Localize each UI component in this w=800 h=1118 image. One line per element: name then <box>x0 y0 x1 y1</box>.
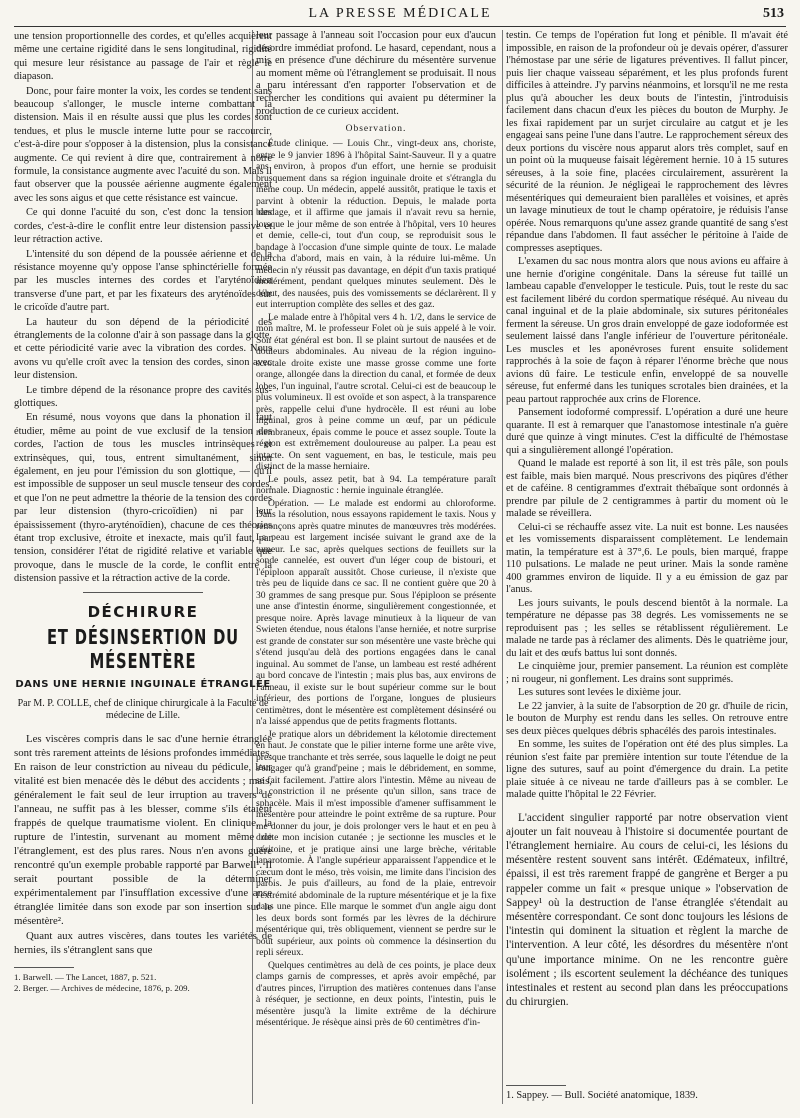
footnote: 2. Berger. — Archives de médecine, 1876, p. 209. <box>14 982 190 993</box>
article-title <box>14 603 272 690</box>
paragraph: Les viscères compris dans le sac d'une hernie étranglée sont très rarement atteints de lésions profondes immédiates. En raison de leur constriction au niveau du pédicule, leur vitalité est bien menacée dès le début des accidents ; mais, généralement le fait seul de leur irruption au travers de l'anneau, ne suffit pas à les blesser, comme s'ils étaient frappés de quelque traumatisme violent. En clinique, la rupture de l'intestin, survenant au moment même de l'étranglement, est des plus rares. Nous n'en avons guère rencontré qu'un exemple probable rapporté par Barwell¹. Il serait pourtant possible de la déterminer expérimentalement par l'insufflation excessive d'une anse étranglée limitée dans son exode par son insertion sur le mésentère². <box>14 732 272 927</box>
paragraph: Étude clinique. — Louis Chr., vingt-deux ans, choriste, entre le 9 janvier 1896 à l'hôpital Saint-Sauveur. Il y a quatre ans environ, à propos d'un effort, une hernie se produisit brusquement dans sa région inguinale droite et s'étrangla du même coup. Un médecin, appelé aussitôt, pratique le taxis et parvint à obtenir la réduction. Depuis, le malade porta bandage, et il affirme que jamais il n'avait revu sa hernie, lorsque le jour même de son entrée à l'hôpital, vers 10 heures et demie, celle-ci, tout d'un coup, se reproduisit sous le bandage à l'occasion d'une simple quinte de toux. Le malade chercha d'abord, mais en vain, à la réduire lui-même. Un médecin n'y réussit pas davantage, en dépit d'un taxis pratiqué modérément, pendant quelques minutes seulement. Dès le début, des nausées, puis des vomissements se déclarèrent. Il y eut interruption complète des selles et des gaz. <box>256 138 496 311</box>
header-rule <box>14 26 786 27</box>
paragraph: Je pratique alors un débridement la kélotomie directement en haut. Je constate que le pilier interne forme une arête vive, presque tranchante et très serrée, sous laquelle le doigt ne peut s'engager qu'à grand'peine ; mais le débridement, en somme, se fait facilement. J'attire alors l'intestin. Même au niveau de la constriction il ne présente qu'un sillon, sans trace de sphacèle. Mais il m'est impossible d'amener suffisamment le mésentère pour atteindre le point extrême de sa rupture. Pour me donner du jour, je dois prolonger vers le haut et en peu à droite mon incision cutanée ; je sectionne les muscles et le péritoine, et je pratique ainsi une large brèche, véritable laparotomie. À l'angle supérieur apparaissent l'appendice et le cæcum dont le méso, très voisin, me limite dans l'incision des parois. Je puis d'ailleurs, au fond de la plaie, entrevoir l'extrémité abdominale de la rupture mésentérique et je la fixe dans une pince. Elle marque le sommet d'un angle aigu dont les deux bords sont formés par les lèvres de la déchirure mésentérique qui, très obliquement, viennent se perdre sur le bout supérieur, aux points où commence la désinsertion du repli séreux. <box>256 728 496 959</box>
footnote: 1. Sappey. — Bull. Société anatomique, 1839. <box>506 1089 698 1101</box>
footnote-rule <box>506 1085 566 1086</box>
title-line-1: DÉCHIRURE <box>87 602 199 621</box>
paragraph: Quand le malade est reporté à son lit, il est très pâle, son pouls est faible, mais bien marqué. Nous prescrivons des piqûres d'éther et de caféine. 8 centigrammes d'extrait thébaïque sont ordonnés à prendre par pilule de 2 centigrammes à partir du moment où le malade se réveillera. <box>506 458 788 519</box>
footnote: 1. Barwell. — The Lancet, 1887, p. 521. <box>14 971 157 982</box>
journal-title: LA PRESSE MÉDICALE <box>308 6 492 21</box>
paragraph: Donc, pour faire monter la voix, les cordes se tendent sans beaucoup s'allonger, le muscle interne combattant la distension. Mais il en résulte aussi que plus les cordes sont tendues, et plus le muscle interne lutte pour se raccourcir, c'est-à-dire pour s'opposer à la distension, plus la consistance augmente. Ce qui revient à dire que, contrairement à notre formule, la consistance augmente avec l'acuité du son. Mais il faut observer que la poussée aérienne augmente également avec les sons aigus et que cette résistance est vaincue. <box>14 85 272 204</box>
paragraph: Le 22 janvier, à la suite de l'absorption de 20 gr. d'huile de ricin, le bouton de Murphy est rendu dans les selles. On retrouve entre ses deux pièces quelques débris sphacélés des parois intestinales. <box>506 700 788 737</box>
paragraph: Pansement iodoformé compressif. L'opération a duré une heure quarante. Il est à remarquer que l'anastomose intestinale n'a guère duré que quinze à vingt minutes. C'est la difficulté de l'hémostase qui a singulièrement allongé l'opération. <box>506 407 788 456</box>
paragraph: En résumé, nous voyons que dans la phonation il faut étudier, même au point de vue exclusif de la tension des cordes, l'action de tous les muscles intrinsèques et extrinsèques, qui, tous, entrent simultanément, sinon également, en jeu pour l'émission du son glottique, — qu'il est impossible de supposer un seul muscle tenseur des cordes, et que l'on ne peut admettre la théorie de la tension des cordes par leur distension (thyro-cricoïdien) ni par leur épaississement (thyro-aryténoïdien), chacune de ces théories étant trop exclusive, étroite et inexacte, mais qu'il faut, par tension, considérer l'état de rigidité relative et variable que provoque, dans le muscle de la corde, le conflit entre la distension passive et la rétraction active de la corde. <box>14 412 272 585</box>
footnote-block <box>506 1075 788 1103</box>
paragraph: Les jours suivants, le pouls descend bientôt à la normale. La température ne dépasse pas 38 degrés. Les vomissements ne se reproduisent pas ; les selles se rétablissent régulièrement. Le malade ne tarde pas à réclamer des aliments. Dès le quatrième jour, du lait et des œufs battus lui sont donnés. <box>506 597 788 659</box>
paragraph: Quant aux autres viscères, dans toutes les variétés de hernies, ils s'étranglent sans que <box>14 929 272 956</box>
page-header <box>14 4 786 26</box>
article-author: Par M. P. COLLE, chef de clinique chirurgicale à la Faculté de médecine de Lille. <box>17 697 269 721</box>
paragraph: Ce qui donne l'acuité du son, c'est donc la tension des cordes, c'est-à-dire le conflit entre leur distension passive et leur rétraction active. <box>14 207 272 246</box>
paragraph: Les sutures sont levées le dixième jour. <box>518 687 682 698</box>
article-separator <box>83 592 203 593</box>
title-line-2: ET DÉSINSERTION DU MÉSENTÈRE <box>47 624 239 673</box>
paragraph: Le malade entre à l'hôpital vers 4 h. 1/2, dans le service de mon maître, M. le professeur Folet où je suis appelé à le voir. Son état général est bon. Il se plaint surtout de nausées et de douleurs abdominales. Au niveau de la région inguino-scrotale droite existe une masse grosse comme une forte orange, allongée dans la direction du canal, et formée de deux lobes, l'un inguinal, l'autre scrotal. Celui-ci est de beaucoup le plus volumineux. Il est ovoïde et son aspect, à la transparence près, rappelle celui d'une hydrocèle. Il est réuni au lobe inguinal, gros à peine comme un œuf, par un pédicule membraneux, épais comme le pouce et assez souple. Toute la région est extrêmement douloureuse au palper. La peau est intacte. On sent vaguement, en bas, le testicule, mais peu distinct de la masse herniaire. <box>256 311 496 473</box>
column-divider <box>502 30 503 1104</box>
paragraph: Celui-ci se réchauffe assez vite. La nuit est bonne. Les nausées et les vomissements disparaissent complètement. Le lendemain matin, la température est à 37°,6. Le pouls, bien marqué, frappe 110 pulsations. Le malade ne peut uriner. Mais la sonde ramène 400 grammes environ de liquide. Il y a eu émission de gaz par l'anus. <box>506 521 788 595</box>
title-line-3: DANS UNE HERNIE INGUINALE ÉTRANGLÉE <box>15 678 271 690</box>
paragraph: Le timbre dépend de la résonance propre des cavités sus-glottiques. <box>14 384 272 409</box>
article-body <box>14 732 272 957</box>
column-3 <box>506 30 788 1112</box>
paragraph: testin. Ce temps de l'opération fut long et pénible. Il m'avait été impossible, en raison de la profondeur où je devais opérer, d'assurer l'hémostase par une série de ligatures préventives. Il fallut pincer, puis lier chaque vaisseau séparément, et les plus profonds furent difficiles à atteindre. J'y parvins néanmoins, et lorsqu'il ne me resta plus qu'à aboucher les deux bouts de l'intestin, j'introduisis facilement dans chacun d'eux les pièces du bouton de Murphy. Je les fixai rapidement par un surjet circulaire au catgut et je les engageai sans peine l'une dans l'autre. Le rapprochement séreux des deux portions du viscère nous apparut alors très complet, sauf en un point où la muqueuse faisait légèrement hernie. 10 à 15 sutures séreuses, à la soie fine, placées circulairement, assurèrent la sécurité de la réunion. Je négligeai le rapprochement des lèvres mésentériques qui demeuraient bien parallèles et voisines, et après un lavage minutieux de tout le champ opératoire, je réduisis l'anse opérée. Nous remarquons qu'une assez grande quantité de sang s'est répandue dans l'abdomen. Il faut assécher le péritoine à l'aide de compresses aseptiques. <box>506 30 788 254</box>
paragraph: L'examen du sac nous montra alors que nous avions eu affaire à une hernie d'origine congénitale. Dans la séreuse fut taillé un lambeau capable d'envelopper le testicule. Puis, tout le reste du sac est facilement libéré du cordon spermatique réséqué. Au niveau du canal inguinal et de la plaie abdominale, six sutures péritonéales ferment la séreuse. Un gros drain enveloppé de gaze iodoformée est seulement laissé dans l'angle inférieur de l'ouverture péritonéale. Les muscles et les aponévroses furent ensuite solidement rapprochés à la soie de façon à réparer l'énorme brèche que nous avions dû faire. Le testicule enfin, enveloppé de sa nouvelle séreuse, fut enfermé dans les tuniques scrotales bien drainées, et la peau partout rapprochée aux crins de Florence. <box>506 256 788 405</box>
spacer <box>506 803 788 811</box>
column-2 <box>256 30 496 1112</box>
paragraph: leur passage à l'anneau soit l'occasion pour eux d'aucun désordre immédiat profond. Le hasard, cependant, nous a mis en présence d'une déchirure du mésentère survenue au moment même où l'étranglement se produisait. Il nous a paru intéressant d'en rapporter l'observation et de rechercher les conditions qui avaient pu déterminer la production de ce curieux accident. <box>256 30 496 117</box>
footnote-rule <box>14 967 74 968</box>
paragraph: La hauteur du son dépend de la périodicité des étranglements de la colonne d'air à son passage dans la glotte, et cette périodicité varie avec la vibration des cordes. Nous avons vu qu'elle croît avec la tension des cordes, sinon avec leur distension. <box>14 316 272 382</box>
column-1 <box>14 30 272 1112</box>
paragraph: Quelques centimètres au delà de ces points, je place deux clamps garnis de compresses, et après avoir empêché, par d'autres pinces, l'irruption des matières contenues dans l'anse à réséquer, je sectionne, en deux points, l'intestin, puis le mésentère jusqu'à la limite extrême de la déchirure mésentérique. Je résèque ainsi près de 60 centimètres d'in- <box>256 959 496 1029</box>
previous-article-end <box>14 30 272 586</box>
paragraph: une tension proportionnelle des cordes, et qu'elles acquièrent même une certaine rigidité dans le sens longitudinal, rigidité qui mesure leur résistance au passage de l'air et règle le diapason. <box>14 31 272 83</box>
paragraph: Opération. — Le malade est endormi au chloroforme. Dans la résolution, nous essayons rapidement le taxis. Nous y renonçons après quatre minutes de manœuvres très modérées. La peau est largement incisée suivant le grand axe de la tumeur. Le sac, après quelques sections de feuillets sur la sonde cannelée, est ouvert d'un léger coup de bistouri, et l'épiploon apparaît aussitôt. Chose curieuse, il n'existe que très peu de liquide dans ce sac. Il ne contient guère que 20 à 30 grammes de sang presque pur. Sous l'épiploon se présente une anse d'intestin énorme, singulièrement congestionnée, et presque noire. Après lavage minutieux à la liqueur de van Swieten étendue, nous étalons l'anse herniée, et notre surprise est grande de constater sur son mésentère une vaste brèche qui s'étend jusqu'au delà des portions engagées dans le canal inguinal. Au sommet de l'anse, un lambeau est resté adhérent au bord concave de l'intestin ; mais plus bas, aux environs de l'anneau, il existe sur le bout supérieur comme sur le bout inférieur, des portions de l'organe, longues de plusieurs centimètres, dont le mésentère est complètement désinséré ou n'a laissé appendus que de petits fragments flottants. <box>256 497 496 728</box>
page-number: 513 <box>763 6 784 21</box>
paragraph: L'intensité du son dépend de la poussée aérienne et de la résistance moyenne qu'y oppose l'anse sphinctérielle formée par les muscles internes des cordes et l'aryténoïdien transverse d'une part, et par les fixateurs des aryténoïdes sur le cricoïde d'autre part. <box>14 248 272 314</box>
paragraph: L'accident singulier rapporté par notre observation vient ajouter un fait nouveau à l'histoire si documentée pourtant de l'étranglement herniaire. Au cours de celui-ci, les lésions du mésentère restent souvent sans intérêt. Œdémateux, infiltré, épaissi, il est très rarement frappé de gangrène et Berger a pu rappeler comme un fait « presque unique » l'observation de Sappey¹ où la destruction de l'anse étranglée s'étendait au mésentère correspondant. Ce sont donc toujours les lésions de l'intestin qui dominent la situation et règlent la marche de l'intervention. A leur côté, les désordres du mésentère n'ont qu'une importance minime. On ne les rencontre guère isolément ; ils escortent seulement la déchéance des tuniques intestinales et restent au second plan dans les préoccupations du chirurgien. <box>506 811 788 1009</box>
section-heading: Observation. <box>345 124 407 135</box>
paragraph: Le pouls, assez petit, bat à 94. La température paraît normale. Diagnostic : hernie inguinale étranglée. <box>256 473 496 497</box>
paragraph: En somme, les suites de l'opération ont été des plus simples. La réunion s'est faite par première intention sur toute l'étendue de la ligne des sutures, sauf au point d'émergence du drain. La petite plaie située à ce niveau ne tarde d'ailleurs pas à se combler. Le malade quitte l'hôpital le 22 Février. <box>506 739 788 800</box>
paragraph: Le cinquième jour, premier pansement. La réunion est complète ; ni rougeur, ni gonflement. Les drains sont supprimés. <box>506 661 788 685</box>
